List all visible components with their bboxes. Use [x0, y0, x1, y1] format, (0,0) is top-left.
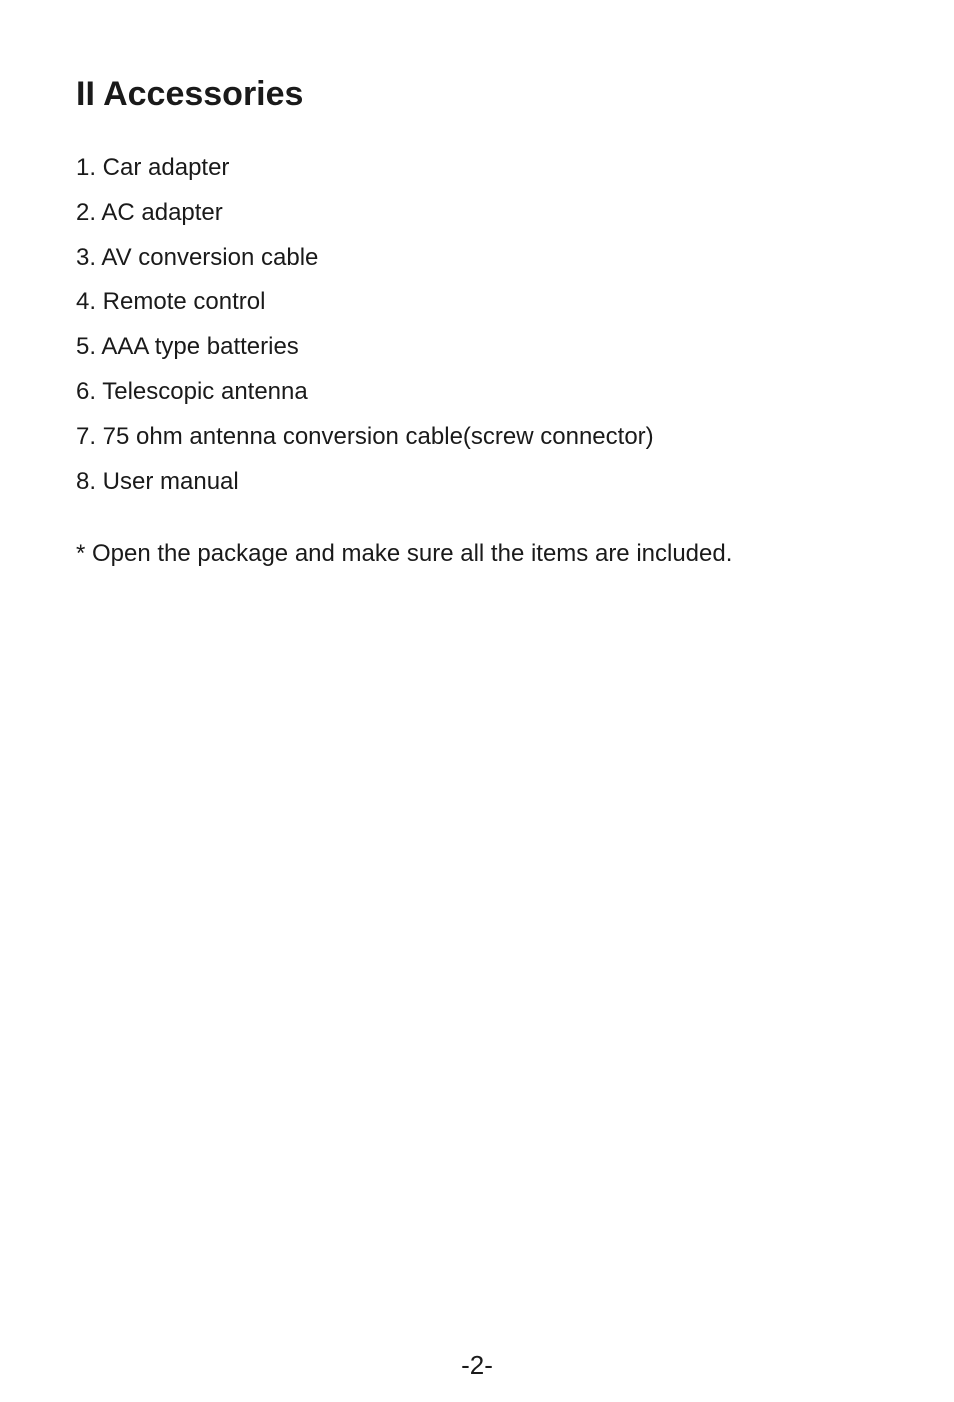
list-item: 4. Remote control	[76, 288, 266, 316]
list-item: 2. AC adapter	[76, 198, 223, 226]
list-item: 3. AV conversion cable	[76, 243, 319, 271]
list-item: 6. Telescopic antenna	[76, 377, 308, 405]
package-check-note: * Open the package and make sure all the items are included.	[76, 540, 733, 567]
page-number: -2-	[461, 1350, 493, 1380]
list-item: 8. User manual	[76, 467, 239, 495]
section-title: II Accessories	[76, 75, 304, 113]
list-item: 7. 75 ohm antenna conversion cable(screw connector)	[76, 422, 654, 450]
list-item: 5. AAA type batteries	[76, 333, 299, 361]
accessories-list	[76, 146, 654, 504]
list-item: 1. Car adapter	[76, 154, 230, 181]
